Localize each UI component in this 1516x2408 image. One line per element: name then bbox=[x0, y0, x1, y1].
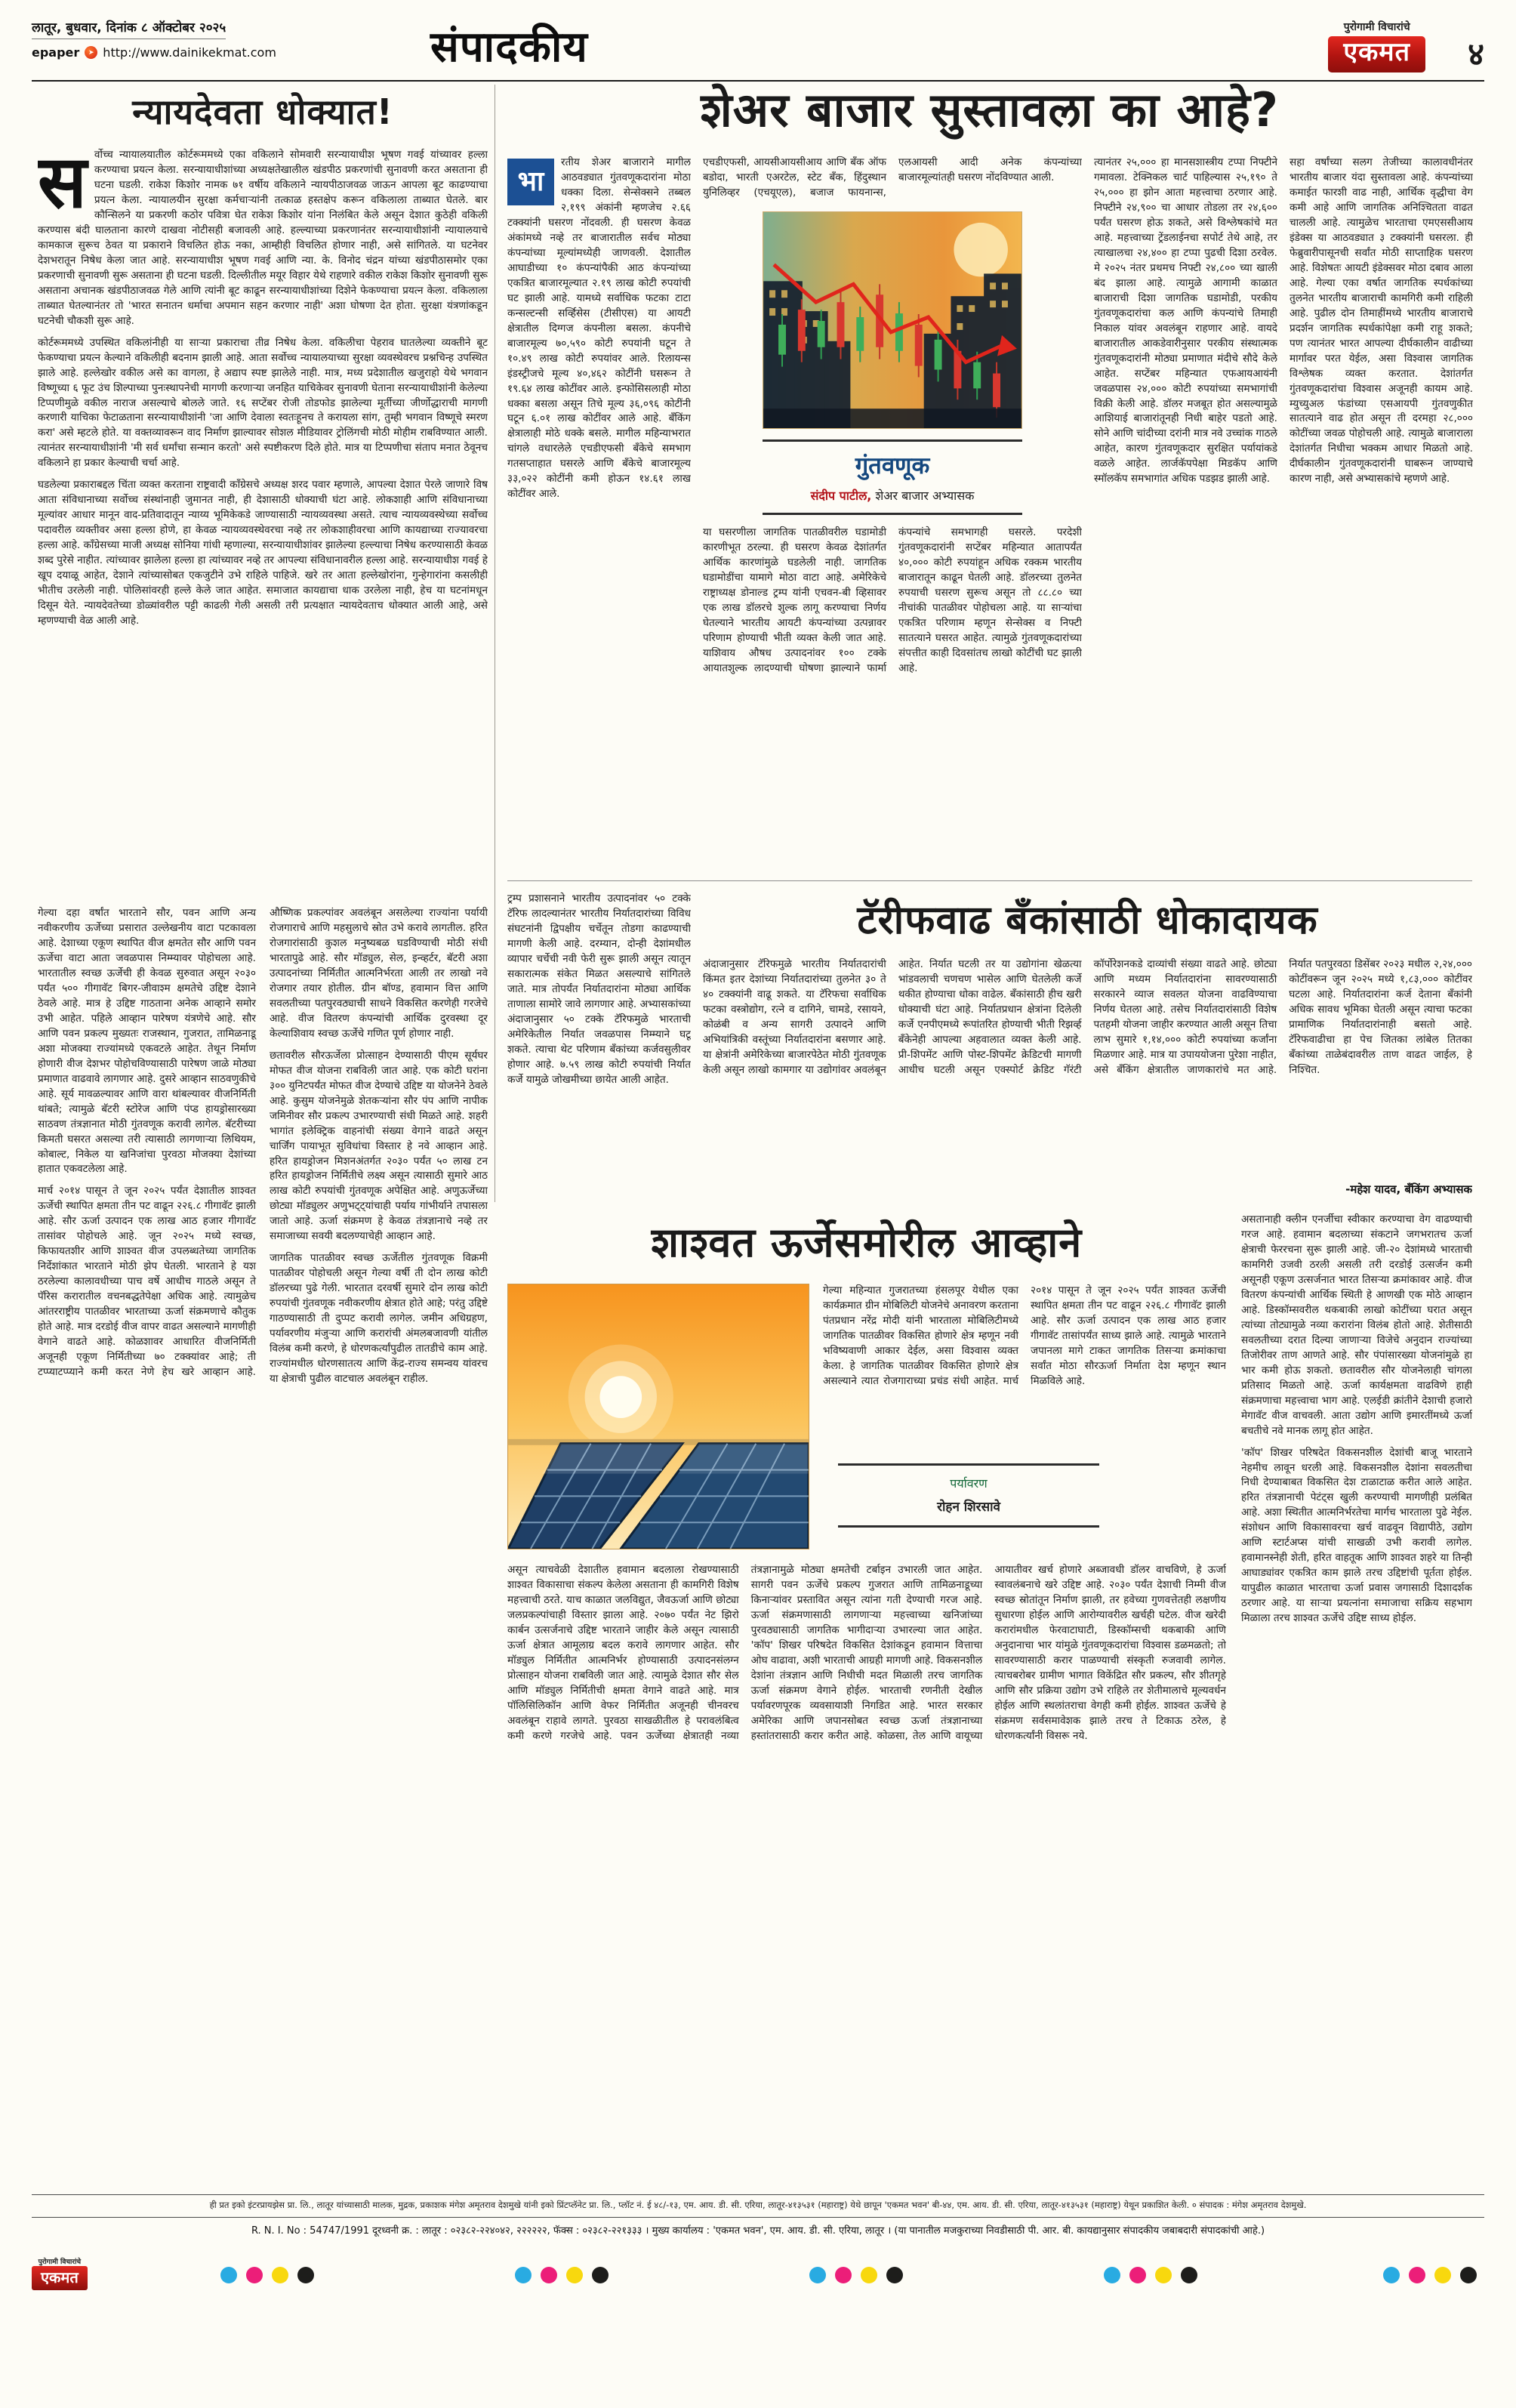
page-header bbox=[32, 18, 1484, 77]
footer-rule-top bbox=[32, 2194, 1484, 2195]
paragraph: जागतिक पातळीवर स्वच्छ ऊर्जेतील गुंतवणूक विक्रमी पातळीवर पोहोचली असून गेल्या वर्षी ती दोन लाख कोटी डॉलरच्या पुढे गेली. भारतात दरवर्षी सुमारे दोन लाख कोटी रुपयांची गुंतवणूक नवीकरणीय क्षेत्रात होते आहे; परंतु उद्दिष्टे गाठण्यासाठी ती दुप्पट करावी लागेल. जमीन अधिग्रहण, पर्यावरणीय मंजुऱ्या आणि करारांची अंमलबजावणी यांतील विलंब कमी करणे, हे धोरणकर्त्यांपुढील तातडीचे काम आहे. राज्यांमधील धोरणसातत्य आणि केंद्र-राज्य समन्वय यांवरच या क्षेत्राची पुढील वाटचाल अवलंबून राहील. bbox=[270, 1252, 488, 1386]
section-title: संपादकीय bbox=[430, 23, 588, 72]
article-judiciary-body bbox=[38, 148, 488, 920]
solar-panels-image bbox=[507, 1284, 809, 1549]
article-energy bbox=[507, 1213, 1226, 2184]
registration-dot-magenta bbox=[1129, 2267, 1146, 2283]
registration-dot-magenta bbox=[246, 2267, 263, 2283]
stock-market-image bbox=[763, 211, 1022, 429]
paragraph: 'कॉप' शिखर परिषदेत विकसनशील देशांची बाजू भारताने नेहमीच लावून धरली आहे. विकसनशील देशांना सवलतीचा निधी देण्याबाबत विकसित देश टाळाटाळ करीत आले आहेत. हरित तंत्रज्ञानाची पेटंट्स खुली करण्याची मागणीही प्रलंबित आहे. अशा स्थितीत आत्मनिर्भरतेचा मार्गच भारताला पुढे नेईल. संशोधन आणि विकासावरचा खर्च वाढवून विद्यापीठे, उद्योग आणि स्टार्टअप्स यांची साखळी उभी करावी लागेल. हवामानस्नेही शेती, हरित वाहतूक आणि शाश्वत शहरे या तिन्ही आघाड्यांवर एकत्रित काम झाले तरच उद्दिष्टांची पूर्तता होईल. यापुढील काळात भारताचा ऊर्जा प्रवास जगासाठी दिशादर्शक ठरणार आहे. या साऱ्या प्रयत्नांना समाजाचा सक्रिय सहभाग मिळाला तरच शाश्वत ऊर्जेचे उद्दिष्ट साध्य होईल. bbox=[1241, 1446, 1472, 1625]
masthead bbox=[1328, 20, 1425, 72]
article-judiciary-headline: न्यायदेवता धोक्यात! bbox=[132, 91, 393, 132]
article-sharemarket-headline: शेअर बाजार सुस्तावला का आहे? bbox=[701, 82, 1279, 137]
registration-marks bbox=[809, 2267, 903, 2283]
text-below-figure: या घसरणीला जागतिक पातळीवरील घडामोडी कारणीभूत ठरल्या. ही घसरण केवळ देशांतर्गत आर्थिक कारणांमुळे घडलेली नाही. जागतिक घडामोडींचा यामागे मोठा वाटा आहे. अमेरिकेचे राष्ट्राध्यक्ष डोनाल्ड ट्रम्प यांनी एचवन-बी व्हिसावर एक लाख डॉलरचे शुल्क लागू करण्याचा निर्णय घेतल्याने भारतीय आयटी कंपन्यांच्या उत्पन्नावर परिणाम होण्याची भीती व्यक्त केली जात आहे. याशिवाय औषध उत्पादनांवर १०० टक्के आयातशुल्क लादण्याची घोषणा झाल्याने फार्मा कंपन्यांचे समभागही घसरले. परदेशी गुंतवणूकदारांनी सप्टेंबर महिन्यात आतापर्यंत ४०,००० कोटी रुपयांहून अधिक रक्कम भारतीय बाजारातून काढून घेतली आहे. डॉलरच्या तुलनेत रुपयाची घसरण सुरूच असून तो ८८.८० च्या नीचांकी पातळीवर पोहोचला आहे. या साऱ्यांचा एकत्रित परिणाम म्हणून सेन्सेक्स व निफ्टी सातत्याने घसरत आहेत. त्यामुळे गुंतवणूकदारांच्या संपत्तीत काही दिवसांतच लाखो कोटींची घट झाली आहे. bbox=[703, 526, 1082, 674]
article-tariff bbox=[507, 880, 1472, 1198]
paragraph: घडलेल्या प्रकाराबद्दल चिंता व्यक्त करताना राष्ट्रवादी काँग्रेसचे अध्यक्ष शरद पवार म्हणाले, आपल्या देशात पेरले जाणारे विष आता संविधानाच्या सर्वोच्च संस्थांनाही जुमानत नाही, ही देशासाठी धोक्याची घंटा आहे. लोकशाही आणि संविधानाच्या मूल्यांवर आधार मानून वाद-प्रतिवादातून न्याय्य भूमिकेकडे जाण्यासाठी न्यायव्यवस्था असते. त्याच न्यायव्यवस्थेच्या सर्वोच्च पदावरील व्यक्तीवर असा हल्ला होणे, हा केवळ न्यायव्यवस्थेवरचा नव्हे तर लोकशाहीवरचा आणि कायद्याच्या राज्यावरचा हल्ला आहे. काँग्रेसच्या माजी अध्यक्ष सोनिया गांधी म्हणाल्या, सरन्यायाधीशांवर झालेल्या हल्ल्याचा निषेध करण्यासाठी केवळ शब्द पुरेसे नाहीत. त्यांच्यावर झालेला हल्ला हा त्यांच्यावर नव्हे तर आपल्या संविधानावरील हल्ला आहे. सरन्यायाधीश गवई हे खूप दयाळू आहेत, देशाने त्यांच्यासोबत एकजुटीने उभे राहिले पाहिजे. खरे तर आता हल्लेखोरांना, गुन्हेगारांना कसलीही भीतीच उरलेली नाही. पोलिसांवरही हल्ले केले जात आहेत. समाजात कायद्याचा धाक उरलेला नाही, हेच या घटनांमधून दिसून येते. न्यायदेवतेच्या डोळ्यांवरील पट्टी काढली गेली असली तरी प्रत्यक्षात न्यायदेवताच धोक्यात आली आहे, असे म्हणण्याची वेळ आली आहे. bbox=[38, 479, 488, 627]
registration-marks bbox=[1383, 2267, 1477, 2283]
author-name: संदीप पाटील, bbox=[810, 489, 872, 503]
byline-author bbox=[767, 487, 1018, 504]
column-text: रतीय शेअर बाजाराने मागील आठवड्यात गुंतवणूकदारांना मोठा धक्का दिला. सेन्सेक्सने तब्बल २,१९९ अंकांनी म्हणजेच २.६६ टक्क्यांनी घसरण नोंदवली. ही घसरण केवळ अंकांमध्ये नव्हे तर बाजारातील सर्वच मोठ्या कंपन्यांच्या मूल्यांमध्येही जाणवली. देशातील आघाडीच्या १० कंपन्यांपैकी आठ कंपन्यांच्या एकत्रित बाजारमूल्यात २.१९ लाख कोटी रुपयांची घट झाली आहे. यामध्ये सर्वाधिक फटका टाटा कन्सल्टन्सी सर्व्हिसेस (टीसीएस) या आयटी क्षेत्रातील दिग्गज कंपनीला बसला. कंपनीचे बाजारमूल्य ७०,५९० कोटी रुपयांनी घटून ते १०.४९ लाख कोटी रुपयांवर आले. रिलायन्स इंडस्ट्रीजचे मूल्य ४०,४६२ कोटींनी घसरून ते १९.६४ लाख कोटींवर आले. इन्फोसिसलाही मोठा धक्का बसला असून तिचे मूल्य ३६,०९६ कोटींनी घटून ६.०१ लाख कोटींवर आले आहे. बँकिंग क्षेत्रालाही मोठे धक्के बसले. मागील महिन्याभरात चांगले वधारलेले एचडीएफसी बँकेचे समभाग गतसप्ताहात घसरले आणि बँकेचे बाजारमूल्य ३३,०२२ कोटींनी कमी होऊन १४.६१ लाख कोटींवर आले. bbox=[507, 156, 691, 501]
paragraph: गेल्या दहा वर्षांत भारताने सौर, पवन आणि अन्य नवीकरणीय ऊर्जेच्या प्रसारात उल्लेखनीय वाटा पटकावला आहे. देशाच्या एकूण स्थापित वीज क्षमतेत सौर आणि पवन ऊर्जेचा वाटा आता जवळपास निम्म्यावर पोहोचला आहे. भारतातील स्वच्छ ऊर्जेची ही केवळ सुरुवात असून २०३० पर्यंत ५०० गीगावॅट बिगर-जीवाश्म क्षमतेचे उद्दिष्ट देशाने ठेवले आहे. मात्र हे उद्दिष्ट गाठताना अनेक आव्हाने समोर उभी आहेत. पहिले आव्हान पारेषण यंत्रणेचे आहे. सौर आणि पवन प्रकल्प मुख्यतः राजस्थान, गुजरात, तामिळनाडू अशा मोजक्या राज्यांमध्ये एकवटले आहेत. तेथून निर्माण होणारी वीज देशभर पोहोचविण्यासाठी पारेषण जाळे मोठ्या प्रमाणात वाढवावे लागणार आहे. दुसरे आव्हान साठवणुकीचे आहे. सूर्य मावळल्यावर आणि वारा थांबल्यावर वीजनिर्मिती थांबते; त्यामुळे बॅटरी स्टोरेज आणि पंप्ड हायड्रोसारख्या साठवण तंत्रज्ञानात मोठी गुंतवणूक करावी लागेल. बॅटरीच्या किमती घसरत असल्या तरी त्यासाठी लागणाऱ्या लिथियम, कोबाल्ट, निकेल या खनिजांचा पुरवठा मोजक्या देशांच्या हातात एकवटलेला आहे. bbox=[38, 907, 256, 1176]
registration-dot-cyan bbox=[220, 2267, 237, 2283]
paragraph: छतावरील सौरऊर्जेला प्रोत्साहन देण्यासाठी पीएम सूर्यघर मोफत वीज योजना राबविली जात आहे. एक कोटी घरांना ३०० युनिटपर्यंत मोफत वीज देण्याचे उद्दिष्ट या योजनेने ठेवले आहे. कुसुम योजनेमुळे शेतकऱ्यांना सौर पंप आणि नापीक जमिनीवर सौर प्रकल्प उभारण्याची संधी मिळते आहे. शहरी भागांत इलेक्ट्रिक वाहनांची संख्या वेगाने वाढते असून चार्जिंग पायाभूत सुविधांचा विस्तार हे नवे आव्हान आहे. हरित हायड्रोजन मिशनअंतर्गत २०३० पर्यंत ५० लाख टन हरित हायड्रोजन निर्मितीचे लक्ष्य असून त्यासाठी सुमारे आठ लाख कोटी रुपयांची गुंतवणूक अपेक्षित आहे. अणुऊर्जेच्या छोट्या मॉड्युलर अणुभट्ट्यांचाही पर्याय गांभीर्याने तपासला जातो आहे. ऊर्जा संक्रमण हे केवळ तंत्रज्ञानाचे नव्हे तर समाजाच्या सवयी बदलण्याचेही आव्हान आहे. bbox=[270, 1049, 488, 1243]
registration-marks bbox=[515, 2267, 609, 2283]
energy-beside-stack bbox=[823, 1284, 1226, 1549]
footer-rule-bottom bbox=[32, 2217, 1484, 2218]
dateline: लातूर, बुधवार, दिनांक ८ ऑक्टोबर २०२५ bbox=[32, 18, 226, 39]
registration-dot-black bbox=[1460, 2267, 1477, 2283]
mini-masthead-logo: एकमत bbox=[32, 2266, 88, 2290]
article-energy-headline: शाश्वत ऊर्जेसमोरील आव्हाने bbox=[651, 1219, 1083, 1266]
epaper-icon: ➤ bbox=[85, 46, 97, 59]
text-beside-figure: गेल्या महिन्यात गुजरातच्या हंसलपूर येथील एका कार्यक्रमात ग्रीन मोबिलिटी योजनेचे अनावरण करताना पंतप्रधान नरेंद्र मोदी यांनी भारताला मोबिलिटीमध्ये जागतिक पातळीवर विकसित होणारे क्षेत्र म्हणून नवी भविष्यवाणी आकार देईल, असा विश्वास व्यक्त केला. हे जागतिक पातळीवर विकसित होणारे क्षेत्र असल्याने त्यात रोजगाराच्या प्रचंड संधी आहेत. मार्च २०१४ पासून ते जून २०२५ पर्यंत शाश्वत ऊर्जेची स्थापित क्षमता तीन पट वाढून २२६.८ गीगावॅट झाली आहे. सौर ऊर्जा उत्पादन एक लाख आठ हजार गीगावॅट तासांपर्यंत साध्य झाले आहे. त्यामुळे भारताने जपानला मागे टाकत जागतिक तिसऱ्या क्रमांकाचा सर्वांत मोठा सौरऊर्जा निर्माता देश म्हणून स्थान मिळविले आहे. bbox=[823, 1284, 1226, 1387]
registration-dot-yellow bbox=[861, 2267, 877, 2283]
paragraph-text: र्वोच्च न्यायालयातील कोर्टरूममध्ये एका वकिलाने सोमवारी सरन्यायाधीश भूषण गवई यांच्यावर हल्ला करण्याचा प्रयत्न केला. सरन्यायाधीशांच्या अध्यक्षतेखालील खंडपीठ प्रकरणांची सुनावणी करत असताना ही घटना घडली. राकेश किशोर नामक ७१ वर्षीय वकिलाने न्यायपीठाजवळ जाऊन आपला बूट काढण्याचा प्रयत्न केला. न्यायालयीन सुरक्षा कर्मचाऱ्यांनी तत्काळ हस्तक्षेप करून वकिलाला ताब्यात घेतले. बार कौन्सिलने या प्रकरणी कठोर पवित्रा घेत राकेश किशोर यांना निलंबित केले असून देशात कुठेही वकिली करण्यास बंदी घालताना कारणे दाखवा नोटीसही बजावली आहे. हल्ल्याच्या प्रकरणानंतर सरन्यायाधीशांनी न्यायालयाचे कामकाज सुरूच ठेवत या प्रकाराने विचलित होऊ नका, आम्हीही विचलित होणार नाही, असे सांगितले. या घटनेवर देशभरातून निषेध केला जात आहे. सरन्यायाधीश भूषण गवई आणि न्या. के. विनोद चंद्रन यांच्या खंडपीठासमोर एका प्रकरणाची सुनावणी सुरू असताना ही घटना घडली. दिल्लीतील मयूर विहार येथे राहणारे वकील राकेश किशोर सुनावणी सुरू असताना अचानक खंडपीठाजवळ गेले आणि त्यांनी बूट काढून सरन्यायाधीशांच्या दिशेने फेकण्याचा प्रयत्न केला. वकिलाला ताब्यात घेतल्यानंतर तो 'भारत सनातन धर्माचा अपमान सहन करणार नाही' अशा घोषणा देत होता. सुरक्षा यंत्रणांकडून घटनेची चौकशी सुरू आहे. bbox=[38, 149, 488, 327]
registration-dot-yellow bbox=[272, 2267, 288, 2283]
article-sharemarket-body bbox=[507, 156, 1472, 873]
tariff-columns bbox=[703, 957, 1472, 1198]
registration-dot-black bbox=[592, 2267, 609, 2283]
paragraph: कोर्टरूममध्ये उपस्थित वकिलांनीही या साऱ्या प्रकाराचा तीव्र निषेध केला. वकिलीचा पेहराव घातलेल्या व्यक्तीने बूट फेकण्याचा प्रयत्न केल्याने वकिलीही बदनाम झाली आहे. आता सर्वोच्च न्यायालयाच्या सुरक्षा व्यवस्थेवरच प्रश्नचिन्ह उपस्थित झाले आहे. हल्लेखोर वकील असे का वागला, हे अद्याप स्पष्ट झालेले नाही. मात्र, मध्य प्रदेशातील खजुराहो येथे भगवान विष्णूच्या ६ फूट उंच शिल्पाच्या पुनःस्थापनेची मागणी करणाऱ्या जनहित याचिकेवर सुनावणी घेताना सरन्यायाधीशांनी केलेल्या टिप्पणीमुळे वकील नाराज असल्याचे बोलले जाते. १६ सप्टेंबर रोजी तोडफोड झालेल्या मूर्तीच्या जीर्णोद्धाराची मागणी करणारी याचिका फेटाळताना सरन्यायाधीशांनी 'जा आणि देवाला स्वतःहूनच ते करायला सांग, तुम्ही भगवान विष्णूचे स्मरण करा' असे म्हटले होते. या वक्तव्यावरून वाद निर्माण झाल्यावर सोशल मीडियावर ट्रोलिंगची मोठी मोहीम राबविण्यात आली. त्यानंतर सरन्यायाधीशांनी 'मी सर्व धर्मांचा सन्मान करतो' असे स्पष्टीकरण दिले होते. मात्र या टिप्पणीचा संताप मनात ठेवूनच वकिलाने हा प्रकार केल्याची चर्चा आहे. bbox=[38, 336, 488, 470]
registration-marks bbox=[220, 2267, 314, 2283]
dropcap: स bbox=[38, 148, 87, 224]
paragraph: असतानाही क्लीन एनर्जीचा स्वीकार करण्याचा वेग वाढण्याची गरज आहे. हवामान बदलाच्या संकटाने जगभरातच ऊर्जा क्षेत्राची फेररचना सुरू झाली आहे. जी-२० देशांमध्ये भारताची कामगिरी उजवी ठरली असली तरी दरडोई उत्सर्जन कमी असूनही एकूण उत्सर्जनात भारत तिसऱ्या क्रमांकावर आहे. वीज वितरण कंपन्यांची आर्थिक स्थिती हे आणखी एक मोठे आव्हान आहे. डिस्कॉम्सवरील थकबाकी लाखो कोटींच्या घरात असून त्यांच्या तोट्यामुळे नव्या करारांना विलंब होतो आहे. शेतीसाठी सवलतीच्या दरात दिल्या जाणाऱ्या विजेचे अनुदान राज्यांच्या तिजोरीवर ताण आणते आहे. सौर पंपांसारख्या योजनांमुळे हा भार कमी होऊ शकतो. छतावरील सौर योजनेलाही चांगला प्रतिसाद मिळतो आहे. ऊर्जा कार्यक्षमता वाढविणे हाही संक्रमणाचा महत्त्वाचा भाग आहे. एलईडी क्रांतीने देशाची हजारो मेगावॅट वीज वाचवली. आता उद्योग आणि इमारतींमध्ये ऊर्जा बचतीचे नवे मानक लागू होत आहेत. bbox=[1241, 1213, 1472, 1437]
registration-dot-magenta bbox=[541, 2267, 557, 2283]
registration-marks bbox=[1104, 2267, 1197, 2283]
epaper-line bbox=[32, 45, 1484, 60]
epaper-url-link[interactable]: http://www.dainikekmat.com bbox=[103, 45, 276, 60]
epaper-label: epaper bbox=[32, 45, 80, 60]
registration-dot-magenta bbox=[835, 2267, 852, 2283]
registration-dot-yellow bbox=[566, 2267, 583, 2283]
energy-below-columns: असून त्याचवेळी देशातील हवामान बदलाला रोखण्यासाठी शाश्वत विकासाचा संकल्प केलेला असताना ही कामगिरी विशेष महत्त्वाची ठरते. याच काळात जलविद्युत, जैवऊर्जा आणि छोट्या जलप्रकल्पांचाही विस्तार झाला आहे. २०७० पर्यंत नेट झिरो कार्बन उत्सर्जनाचे उद्दिष्ट भारताने जाहीर केले असून त्यासाठी ऊर्जा क्षेत्रात आमूलाग्र बदल करावे लागणार आहेत. सौर मॉड्युल निर्मितीत आत्मनिर्भर होण्यासाठी उत्पादनसंलग्न प्रोत्साहन योजना राबविली जात आहे. त्यामुळे देशात सौर सेल आणि मॉड्युल निर्मितीची क्षमता वेगाने वाढते आहे. मात्र पॉलिसिलिकॉन आणि वेफर निर्मितीत अजूनही चीनवरच अवलंबून राहावे लागते. पुरवठा साखळीतील हे परावलंबित्व कमी करणे गरजेचे आहे. पवन ऊर्जेच्या क्षेत्रातही नव्या तंत्रज्ञानामुळे मोठ्या क्षमतेची टर्बाइन उभारली जात आहेत. सागरी पवन ऊर्जेचे प्रकल्प गुजरात आणि तामिळनाडूच्या किनाऱ्यांवर प्रस्तावित असून त्यांना गती देण्याची गरज आहे. ऊर्जा संक्रमणासाठी लागणाऱ्या महत्त्वाच्या खनिजांच्या पुरवठ्यासाठी जागतिक भागीदाऱ्या उभारल्या जात आहेत. 'कॉप' शिखर परिषदेत विकसित देशांकडून हवामान वित्ताचा ओघ वाढावा, अशी भारताची आग्रही मागणी आहे. विकसनशील देशांना तंत्रज्ञान आणि निधीची मदत मिळाली तरच जागतिक ऊर्जा संक्रमण वेगाने होईल. भारताची रणनीती देखील पर्यावरणपूरक व्यवसायाशी निगडित आहे. भारत सरकार अमेरिका आणि जपानसोबत स्वच्छ ऊर्जा तंत्रज्ञानाच्या हस्तांतरासाठी करार करीत आहे. कोळसा, तेल आणि वायूच्या आयातीवर खर्च होणारे अब्जावधी डॉलर वाचविणे, हे ऊर्जा स्वावलंबनाचे खरे उद्दिष्ट आहे. २०३० पर्यंत देशाची निम्मी वीज स्वच्छ स्रोतांतून निर्माण झाली, तर हवेच्या गुणवत्तेतही लक्षणीय सुधारणा होईल आणि आरोग्यावरील खर्चही घटेल. वीज खरेदी करारांमधील फेरवाटाघाटी, डिस्कॉम्सची थकबाकी आणि अनुदानाचा भार यांमुळे गुंतवणूकदारांचा विश्वास डळमळतो; तो सावरण्यासाठी करार पाळण्याची संस्कृती रुजवावी लागेल. त्याचबरोबर ग्रामीण भागात विकेंद्रित सौर प्रकल्प, सौर शीतगृहे आणि सौर प्रक्रिया उद्योग उभे राहिले तर शेतीमालाचे मूल्यवर्धन होईल आणि स्थलांतराचा वेगही कमी होईल. शाश्वत ऊर्जेचे हे संक्रमण सर्वसमावेशक झाले तरच ते टिकाऊ ठरेल, हे धोरणकर्त्यांनी विसरू नये. bbox=[507, 1564, 1226, 1742]
registration-dot-cyan bbox=[1104, 2267, 1120, 2283]
tariff-text: अंदाजानुसार टॅरिफमुळे भारतीय निर्यातदारांची किंमत इतर देशांच्या निर्यातदारांच्या तुलनेत ३० ते ४० टक्क्यांनी वाढू शकते. या टॅरिफचा सर्वाधिक फटका वस्त्रोद्योग, रत्ने व दागिने, चामडे, रसायने, कोळंबी व अन्य सागरी उत्पादने आणि अभियांत्रिकी वस्तूंच्या निर्यातदारांना बसणार आहे. या क्षेत्रांनी अमेरिकेच्या बाजारपेठेत मोठी गुंतवणूक केली असून लाखो कामगार या उद्योगांवर अवलंबून आहेत. निर्यात घटली तर या उद्योगांना खेळत्या भांडवलाची चणचण भासेल आणि घेतलेली कर्जे थकीत होण्याचा धोका वाढेल. बँकांसाठी हीच खरी धोक्याची घंटा आहे. निर्यातप्रधान क्षेत्रांना दिलेली कर्जे एनपीएमध्ये रूपांतरित होण्याची भीती रिझर्व्ह बँकेनेही आपल्या अहवालात व्यक्त केली आहे. प्री-शिपमेंट आणि पोस्ट-शिपमेंट क्रेडिटची मागणी आधीच घटली असून एक्स्पोर्ट क्रेडिट गॅरंटी कॉर्पोरेशनकडे दाव्यांची संख्या वाढते आहे. छोट्या आणि मध्यम निर्यातदारांना सावरण्यासाठी सरकारने व्याज सवलत योजना वाढविण्याचा निर्णय घेतला आहे. तसेच निर्यातदारांसाठी विशेष पतहमी योजना जाहीर करण्यात आली असून तिचा लाभ सुमारे १,१४,००० कोटी रुपयांच्या कर्जांना मिळणार आहे. मात्र या उपाययोजना पुरेशा नाहीत, असे बँकिंग क्षेत्रातील जाणकारांचे मत आहे. निर्यात पतपुरवठा डिसेंबर २०२३ मधील २,२४,००० कोटींवरून जून २०२५ मध्ये १,८३,००० कोटींवर घटला आहे. निर्यातदारांना कर्ज देताना बँकांनी अधिक सावध भूमिका घेतली असून त्याचा फटका प्रामाणिक निर्यातदारांनाही बसतो आहे. टॅरिफवाढीचा हा पेच जितका लांबेल तितका बँकांच्या ताळेबंदावरील ताण वाढत जाईल, हे निश्चित. bbox=[703, 958, 1472, 1076]
text-above-figure: एचडीएफसी, आयसीआयसीआय आणि बँक ऑफ बडोदा, भारती एअरटेल, स्टेट बँक, हिंदुस्थान युनिलिव्हर (एचयूएल), बजाज फायनान्स, एलआयसी आदी अनेक कंपन्यांच्या बाजारमूल्यांतही घसरण नोंदविण्यात आली. bbox=[703, 156, 1082, 199]
paragraph bbox=[38, 148, 488, 329]
masthead-logo: एकमत bbox=[1328, 36, 1425, 72]
page-number: ४ bbox=[1468, 35, 1484, 72]
registration-dot-magenta bbox=[1409, 2267, 1425, 2283]
masthead-tagline: पुरोगामी विचारांचे bbox=[1343, 21, 1410, 33]
rni-line: R. N. I. No : 54747/1991 दूरध्वनी क्र. : लातूर : ०२३८२-२२४०४२, २२२२२२, फॅक्स : ०२३८२-२२१३३३ । मुख्य कार्यालय : 'एकमत भवन', एम. आय. डी. सी. एरिया, लातूर । (या पानातील मजकुराच्या निवडीसाठी पी. आर. बी. कायद्यानुसार संपादकीय जबाबदारी संपादकांची आहे.) bbox=[251, 2225, 1265, 2237]
energy-right-column bbox=[1241, 1213, 1472, 2184]
byline-section-label: गुंतवणूक bbox=[855, 452, 930, 479]
registration-dot-cyan bbox=[1383, 2267, 1400, 2283]
registration-dot-black bbox=[886, 2267, 903, 2283]
column-5: सहा वर्षांच्या सलग तेजीच्या कालावधीनंतर भारतीय बाजार यंदा सुस्तावला आहे. कंपन्यांच्या कमाईत फारशी वाढ नाही, आर्थिक वृद्धीचा वेग कमी आहे आणि जागतिक अनिश्चितता वाढत चालली आहे. त्यामुळेच भारताचा एमएससीआय इंडेक्स या आठवड्यात ३ टक्क्यांनी घसरला. ही फेब्रुवारीपासूनची सर्वांत मोठी साप्ताहिक घसरण आहे. विशेषतः आयटी इंडेक्सवर मोठा दबाव आला आहे. गेल्या एका वर्षात जागतिक स्पर्धकांच्या तुलनेत भारतीय बाजाराची कामगिरी कमी राहिली आहे. पुढील दोन तिमाहींमध्ये भारतीय बाजाराचे प्रदर्शन जागतिक स्पर्धकांपेक्षा कमी राहू शकते; पण त्यानंतर भारत आपल्या दीर्घकालीन वाढीच्या मार्गावर परत येईल, असा विश्वास जागतिक विश्लेषक व्यक्त करतात. देशांतर्गत गुंतवणूकदारांचा विश्वास अजूनही कायम आहे. म्युच्युअल फंडांच्या एसआयपी गुंतवणुकीत सातत्याने वाढ होत असून ती दरमहा २८,००० कोटींच्या जवळ पोहोचली आहे. त्यामुळे बाजाराला देशांतर्गत निधीचा भक्कम आधार मिळतो आहे. दीर्घकालीन गुंतवणूकदारांनी घाबरून जाण्याचे कारण नाही, असे अभ्यासकांचे म्हणणे आहे. bbox=[1290, 156, 1473, 486]
tariff-byline: -महेश यादव, बँकिंग अभ्यासक bbox=[1336, 1179, 1472, 1198]
registration-dot-yellow bbox=[1155, 2267, 1172, 2283]
byline-section-label: पर्यावरण bbox=[950, 1476, 988, 1491]
tariff-main bbox=[703, 892, 1472, 1198]
column-1 bbox=[507, 156, 691, 873]
column-middle bbox=[703, 156, 1082, 873]
energy-left-columns bbox=[38, 906, 488, 2184]
imprint-line: ही प्रत इको इंटरप्रायझेस प्रा. लि., लातूर यांच्यासाठी मालक, मुद्रक, प्रकाशक मंगेश अमृतराव देशमुखे यांनी इको प्रिंटप्लॅनेट प्रा. लि., प्लॉट नं. ई ४८/-१३, एम. आय. डी. सी. एरिया, लातूर-४१३५३१ (महाराष्ट्र) येथे छापून 'एकमत भवन' बी-४४, एम. आय. डी. सी. एरिया, लातूर-४१३५३१ (महाराष्ट्र) येथून प्रकाशित केली. ० संपादक : मंगेश अमृतराव देशमुखे. bbox=[209, 2200, 1307, 2210]
registration-dot-black bbox=[1181, 2267, 1197, 2283]
registration-dot-cyan bbox=[515, 2267, 532, 2283]
tariff-column-1: ट्रम्प प्रशासनाने भारतीय उत्पादनांवर ५० टक्के टॅरिफ लादल्यानंतर भारतीय निर्यातदारांच्या विविध संघटनांनी द्विपक्षीय चर्चेतून तोडगा काढण्याची मागणी केली आहे. दरम्यान, दोन्ही देशांमधील व्यापार चर्चेची नवी फेरी सुरू झाली असून त्यातून सकारात्मक संकेत मिळत असल्याचे सांगितले जाते. मात्र तोपर्यंत निर्यातदारांना मोठ्या आर्थिक ताणाला सामोरे जावे लागणार आहे. अभ्यासकांच्या अंदाजानुसार ५० टक्के टॅरिफमुळे भारताची अमेरिकेतील निर्यात जवळपास निम्म्याने घटू शकते. त्याचा थेट परिणाम बँकांच्या कर्जवसुलीवर होणार आहे. ७.५९ लाख कोटी रुपयांची निर्यात कर्जे यामुळे जोखमीच्या छायेत आली आहेत. bbox=[507, 893, 691, 1086]
energy-figure-row bbox=[507, 1284, 1226, 1549]
bottom-strip bbox=[32, 2255, 1484, 2314]
paragraph: मार्च २०१४ पासून ते जून २०२५ पर्यंत देशातील शाश्वत ऊर्जेची स्थापित क्षमता तीन पट वाढून २२६.८ गीगावॅट झाली आहे. सौर ऊर्जा उत्पादन एक लाख आठ हजार गीगावॅट तासांवर पोहोचले आहे. जून २०२५ मध्ये स्वच्छ, किफायतशीर आणि शाश्वत वीज उपलब्धतेच्या जागतिक निर्देशांकात भारताने मोठी झेप घेतली. भारताने हे यश ठरलेल्या कालावधीच्या पाच वर्षे आधीच गाठले असून ते पॅरिस करारातील वचनबद्धतेपेक्षा अधिक आहे. त्यामुळेच आंतरराष्ट्रीय पातळीवर भारताच्या ऊर्जा संक्रमणाचे कौतुक होते आहे. मात्र दरडोई वीज वापर वाढत असल्याने मागणीही वेगाने वाढते आहे. कोळशावर आधारित वीजनिर्मिती अजूनही एकूण निर्मितीच्या ७० टक्क्यांवर आहे; ती टप्प्याटप्प्याने कमी करत नेणे हेच खरे आव्हान आहे. औष्णिक प्रकल्पांवर अवलंबून असलेल्या राज्यांना पर्यायी रोजगाराचे आणि महसुलाचे स्रोत उभे करावे लागतील. हरित रोजगारांसाठी कुशल मनुष्यबळ घडविण्याची मोठी संधी भारतापुढे आहे. सौर मॉड्युल, सेल, इन्व्हर्टर, बॅटरी अशा उत्पादनांच्या निर्मितीत आत्मनिर्भरता आली तर लाखो नवे रोजगार तयार होतील. ग्रीन बॉण्ड, हवामान वित्त आणि सवलतीच्या पतपुरवठ्याची साधने विकसित करणेही गरजेचे आहे. वीज वितरण कंपन्यांची आर्थिक दुरवस्था दूर केल्याशिवाय स्वच्छ ऊर्जेचे गणित पूर्ण होणार नाही. bbox=[38, 907, 488, 1379]
article-sharemarket bbox=[507, 77, 1472, 873]
registration-dot-cyan bbox=[809, 2267, 826, 2283]
mini-masthead bbox=[32, 2256, 88, 2290]
column-4: त्यानंतर २५,००० हा मानसशास्त्रीय टप्पा निफ्टीने गमावला. टेक्निकल चार्ट पाहिल्यास २५,१९० ते २५,००० हा झोन आता महत्त्वाचा ठरणार आहे. निफ्टीने २४,९०० चा आधार तोडला तर २४,६०० पर्यंत घसरण होऊ शकते, असे विश्लेषकांचे मत आहे. महत्त्वाच्या ट्रेंडलाईनचा सपोर्ट तेथे आहे, तर त्याखालचा २४,४०० हा टप्पा पुढची दिशा ठरवेल. मे २०२५ नंतर प्रथमच निफ्टी २४,८०० च्या खाली बंद झाला आहे. त्यामुळे आगामी काळात बाजाराची दिशा जागतिक घडामोडी, परकीय गुंतवणूकदारांचा कल आणि कंपन्यांचे तिमाही निकाल यांवर अवलंबून राहणार आहे. वायदे बाजारातील आकडेवारीनुसार परकीय संस्थात्मक गुंतवणूकदारांनी मोठ्या प्रमाणात मंदीचे सौदे केले आहेत. सप्टेंबर महिन्यात एफआयआयंनी जवळपास २४,००० कोटी रुपयांच्या समभागांची विक्री केली आहे. डॉलर मजबूत होत असल्यामुळे आशियाई बाजारांतूनही निधी बाहेर पडतो आहे. सोने आणि चांदीच्या दरांनी मात्र नवे उच्चांक गाठले आहेत, कारण गुंतवणूकदार सुरक्षित पर्यायांकडे वळले आहेत. लार्जकॅपपेक्षा मिडकॅप आणि स्मॉलकॅप समभागांत अधिक पडझड झाली आहे. bbox=[1094, 156, 1277, 486]
registration-dot-black bbox=[297, 2267, 314, 2283]
dropcap-box: भा bbox=[507, 159, 554, 205]
registration-dot-yellow bbox=[1434, 2267, 1451, 2283]
byline-author: रोहन शिरसावे bbox=[937, 1500, 1000, 1515]
author-role: शेअर बाजार अभ्यासक bbox=[871, 489, 975, 503]
environment-byline-box bbox=[838, 1463, 1099, 1528]
mini-masthead-tagline: पुरोगामी विचारांचे bbox=[38, 2258, 82, 2266]
investment-byline-box bbox=[763, 439, 1022, 515]
article-tariff-headline: टॅरीफवाढ बँकांसाठी धोकादायक bbox=[857, 898, 1318, 943]
article-judiciary bbox=[38, 88, 488, 920]
